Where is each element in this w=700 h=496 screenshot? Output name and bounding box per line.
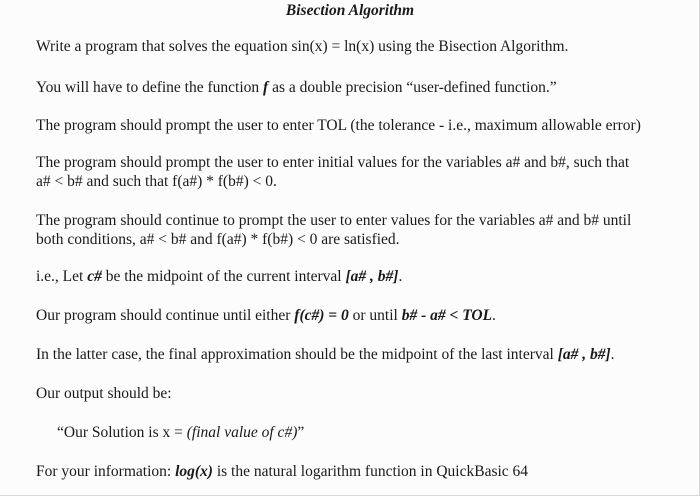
paragraph-continue-prompt-line1: The program should continue to prompt the user to enter values for the variables a# and b# until (36, 212, 632, 229)
text: as a double precision “user-defined function.” (268, 79, 557, 96)
text: Our program should continue until either (36, 307, 295, 324)
paragraph-stop-condition (36, 307, 496, 325)
text: You will have to define the function (36, 79, 264, 96)
document-title: Bisection Algorithm (285, 2, 415, 19)
text: be the midpoint of the current interval (101, 268, 346, 285)
text: In the latter case, the final approximation should be the midpoint of the last interval (36, 346, 558, 363)
paragraph-continue-prompt-line2: both conditions, a# < b# and f(a#) * f(b#) < 0 are satisfied. (36, 231, 400, 248)
variable-c: c# (87, 268, 102, 285)
condition-fc-zero: f(c#) = 0 (294, 307, 349, 324)
interval: [a# , b#] (345, 268, 399, 285)
text: i.e., Let (36, 268, 88, 285)
paragraph-midpoint (36, 268, 402, 286)
paragraph-tolerance: The program should prompt the user to enter TOL (the tolerance - i.e., maximum allowable error) (36, 117, 641, 134)
text: “Our Solution is x = (57, 424, 187, 441)
paragraph-final-approx (36, 346, 615, 364)
paragraph-initial-values-line1: The program should prompt the user to enter initial values for the variables a# and b#, such that (36, 154, 630, 171)
paragraph-define-function (36, 79, 557, 97)
text: . (492, 307, 496, 324)
final-value: (final value of c#) (186, 424, 298, 441)
text: is the natural logarithm function in QuickBasic 64 (212, 463, 529, 480)
paragraph-initial-values-line2: a# < b# and such that f(a#) * f(b#) < 0. (36, 173, 277, 190)
text: or until (348, 307, 402, 324)
text: . (398, 268, 403, 285)
condition-tolerance: b# - a# < TOL (401, 307, 493, 324)
function-f: f (263, 79, 269, 96)
interval: [a# , b#] (557, 346, 611, 363)
text: For your information: (36, 463, 176, 480)
text: . (610, 346, 615, 363)
log-function: log(x) (175, 463, 213, 480)
paragraph-output-heading: Our output should be: (36, 385, 172, 402)
paragraph-output-format (57, 424, 304, 442)
paragraph-equation: Write a program that solves the equation sin(x) = ln(x) using the Bisection Algorithm. (36, 38, 569, 55)
text: ” (297, 424, 305, 441)
paragraph-info (36, 463, 528, 481)
